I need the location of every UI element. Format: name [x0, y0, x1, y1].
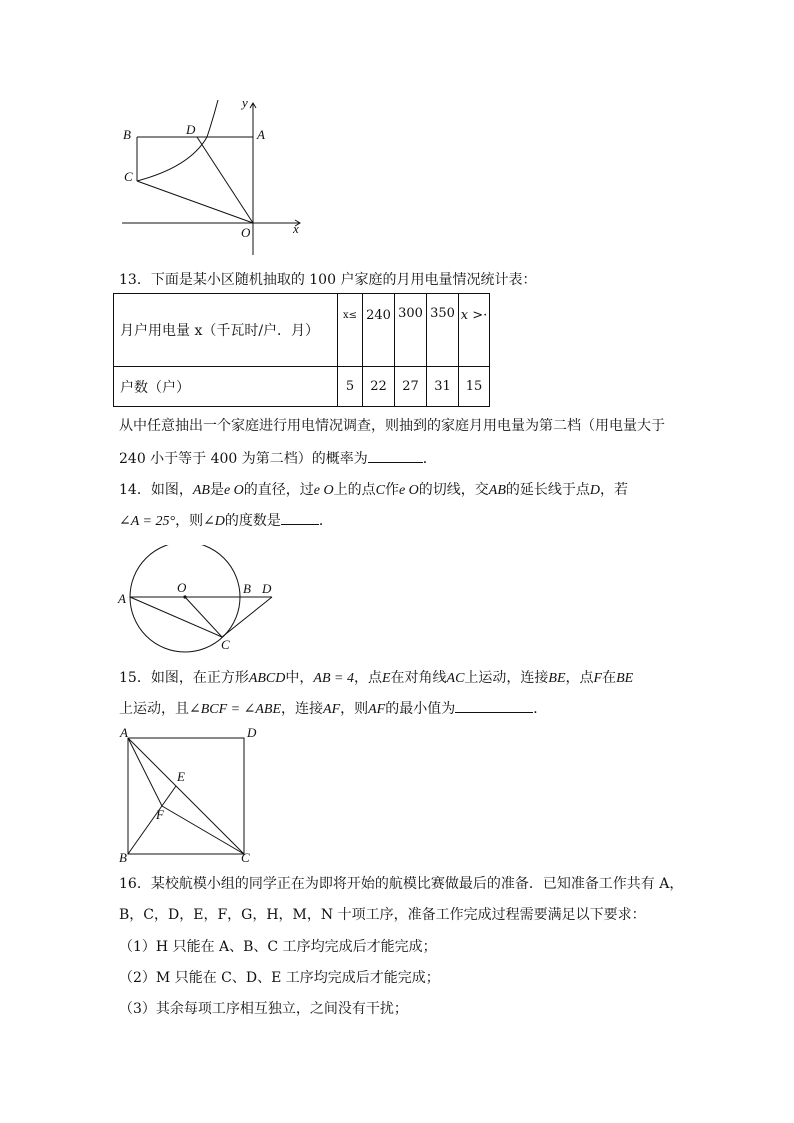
- segment-AC: [130, 597, 222, 637]
- q14-angle-A: ∠A = 25°: [119, 514, 176, 529]
- q14-angle-D: ∠D: [203, 514, 225, 529]
- q14-period: ．: [318, 513, 333, 529]
- q13-after-line2: [119, 448, 437, 469]
- q14-text: 的直径，过: [243, 482, 314, 498]
- q15-line2: [119, 698, 547, 720]
- q15-text: 上运动，连接: [464, 670, 549, 686]
- label-B: B: [119, 850, 127, 865]
- q15-AB-value: AB = 4: [313, 671, 354, 686]
- q15-answer-blank[interactable]: [455, 698, 533, 713]
- q15-line1: [119, 668, 633, 689]
- segment-OC: [185, 597, 222, 637]
- q14-text: 的切线，交: [418, 482, 489, 498]
- q14-text: 作: [384, 482, 399, 498]
- q13-statistics-table: [113, 293, 490, 407]
- label-O: O: [241, 225, 251, 240]
- q15-text: 上运动，且: [119, 701, 189, 717]
- segment-CO: [137, 181, 253, 223]
- q16-line1: 16．某校航模小组的同学正在为即将开始的航模比赛做最后的准备．已知准备工作共有 A，: [119, 876, 684, 892]
- q14-answer-blank[interactable]: [281, 510, 319, 525]
- q14-line1: [119, 480, 628, 501]
- q15-AF: AF: [368, 702, 386, 717]
- label-B: B: [123, 127, 131, 142]
- q16-requirement-3: （3）其余每项工序相互独立，之间没有干扰；: [119, 1001, 408, 1017]
- q15-number: 15．如图，在正方形: [119, 670, 249, 686]
- q16-requirement-2: （2）M 只能在 C、D、E 工序均完成后才能完成；: [119, 970, 440, 986]
- label-C: C: [124, 169, 133, 184]
- col-header: 240: [363, 294, 395, 367]
- col-header: 350: [427, 294, 459, 367]
- q16-requirement-1: （1）H 只能在 A、B、C 工序均完成后才能完成；: [119, 939, 437, 955]
- point-O: [183, 595, 186, 598]
- q14-line2: [119, 510, 333, 532]
- q15-text: ，点: [565, 670, 594, 686]
- segment-AF: [128, 738, 162, 806]
- q15-E: E: [381, 671, 391, 686]
- q15-text: 在: [602, 670, 617, 686]
- table-cell: 5: [338, 367, 363, 407]
- q15-ABCD: ABCD: [248, 671, 286, 686]
- label-x: x: [293, 221, 299, 236]
- table-row: [114, 367, 490, 407]
- label-E: E: [177, 769, 185, 784]
- q13-period: ．: [422, 451, 437, 467]
- row-header-households: 户数（户）: [114, 367, 338, 407]
- q14-text: 的延长线于点: [505, 482, 590, 498]
- q14-text: 的度数是: [224, 513, 281, 529]
- q15-AF: AF: [323, 702, 341, 717]
- q14-figure-circle: [115, 545, 285, 655]
- table-row: [114, 294, 490, 367]
- col-header: 300: [395, 294, 427, 367]
- q14-AB: AB: [488, 483, 506, 498]
- q14-circle-O: e O: [223, 483, 244, 498]
- q15-BE: BE: [548, 671, 566, 686]
- col-header: x≤: [338, 294, 363, 367]
- q15-F: F: [593, 671, 603, 686]
- q14-text: 是: [209, 482, 224, 498]
- q14-number: 14．如图，: [119, 482, 193, 498]
- q14-text: 上的点: [333, 482, 376, 498]
- q15-BE: BE: [616, 671, 634, 686]
- row-header-usage: 月户用电量 x（千瓦时/户．月）: [114, 294, 338, 367]
- label-O: O: [177, 580, 187, 595]
- q15-figure-square: [115, 725, 265, 865]
- q13-answer-blank[interactable]: [368, 448, 423, 463]
- q13-number: 13．: [119, 272, 151, 288]
- label-A: A: [257, 127, 265, 142]
- col-header: x >·: [459, 294, 490, 367]
- q14-circle-O: e O: [398, 483, 419, 498]
- label-C: C: [241, 850, 250, 865]
- q16-line2: B，C，D，E，F，G，H，M，N 十项工序，准备工作完成过程需要满足以下要求：: [119, 907, 646, 923]
- q14-D: D: [589, 483, 600, 498]
- label-D: D: [186, 122, 196, 137]
- curve: [137, 100, 218, 181]
- label-A: A: [120, 725, 128, 740]
- label-F: F: [156, 807, 164, 822]
- table-cell: 27: [395, 367, 427, 407]
- label-B: B: [243, 581, 251, 596]
- segment-DO: [197, 137, 253, 223]
- q15-text: 在对角线: [390, 670, 447, 686]
- q14-text: ，则: [175, 513, 204, 529]
- q15-text: 的最小值为: [385, 701, 456, 717]
- q14-AB: AB: [192, 483, 210, 498]
- q15-text: 中，: [285, 670, 314, 686]
- segment-CD: [222, 597, 272, 637]
- table-cell: 22: [363, 367, 395, 407]
- q14-C: C: [375, 483, 385, 498]
- segment-BE: [128, 786, 176, 854]
- q13-after-line1: 从中任意抽出一个家庭进行用电情况调查，则抽到的家庭月用电量为第二档（用电量大于: [119, 418, 665, 434]
- q14-circle-O: e O: [313, 483, 334, 498]
- table-cell: 31: [427, 367, 459, 407]
- q15-text: ，点: [353, 670, 382, 686]
- diagonal-AC: [128, 738, 244, 854]
- label-D: D: [247, 725, 257, 740]
- q13-text: 下面是某小区随机抽取的 100 户家庭的月用电量情况统计表：: [150, 272, 537, 288]
- q13-question-text: 240 小于等于 400 为第二档）的概率为: [119, 451, 368, 467]
- figure-coordinate-graph: [110, 95, 310, 260]
- table-cell: 15: [459, 367, 490, 407]
- q13-prompt: [119, 270, 536, 290]
- q15-AC: AC: [446, 671, 465, 686]
- label-C: C: [221, 637, 230, 652]
- q15-text: ，则: [340, 701, 369, 717]
- q15-text: ，连接: [281, 701, 324, 717]
- label-y: y: [242, 95, 248, 110]
- label-A: A: [118, 591, 126, 606]
- q15-period: ．: [533, 701, 548, 717]
- label-D: D: [262, 581, 272, 596]
- q15-angle-condition: ∠BCF = ∠ABE: [189, 702, 282, 717]
- q14-text: ，若: [600, 482, 628, 498]
